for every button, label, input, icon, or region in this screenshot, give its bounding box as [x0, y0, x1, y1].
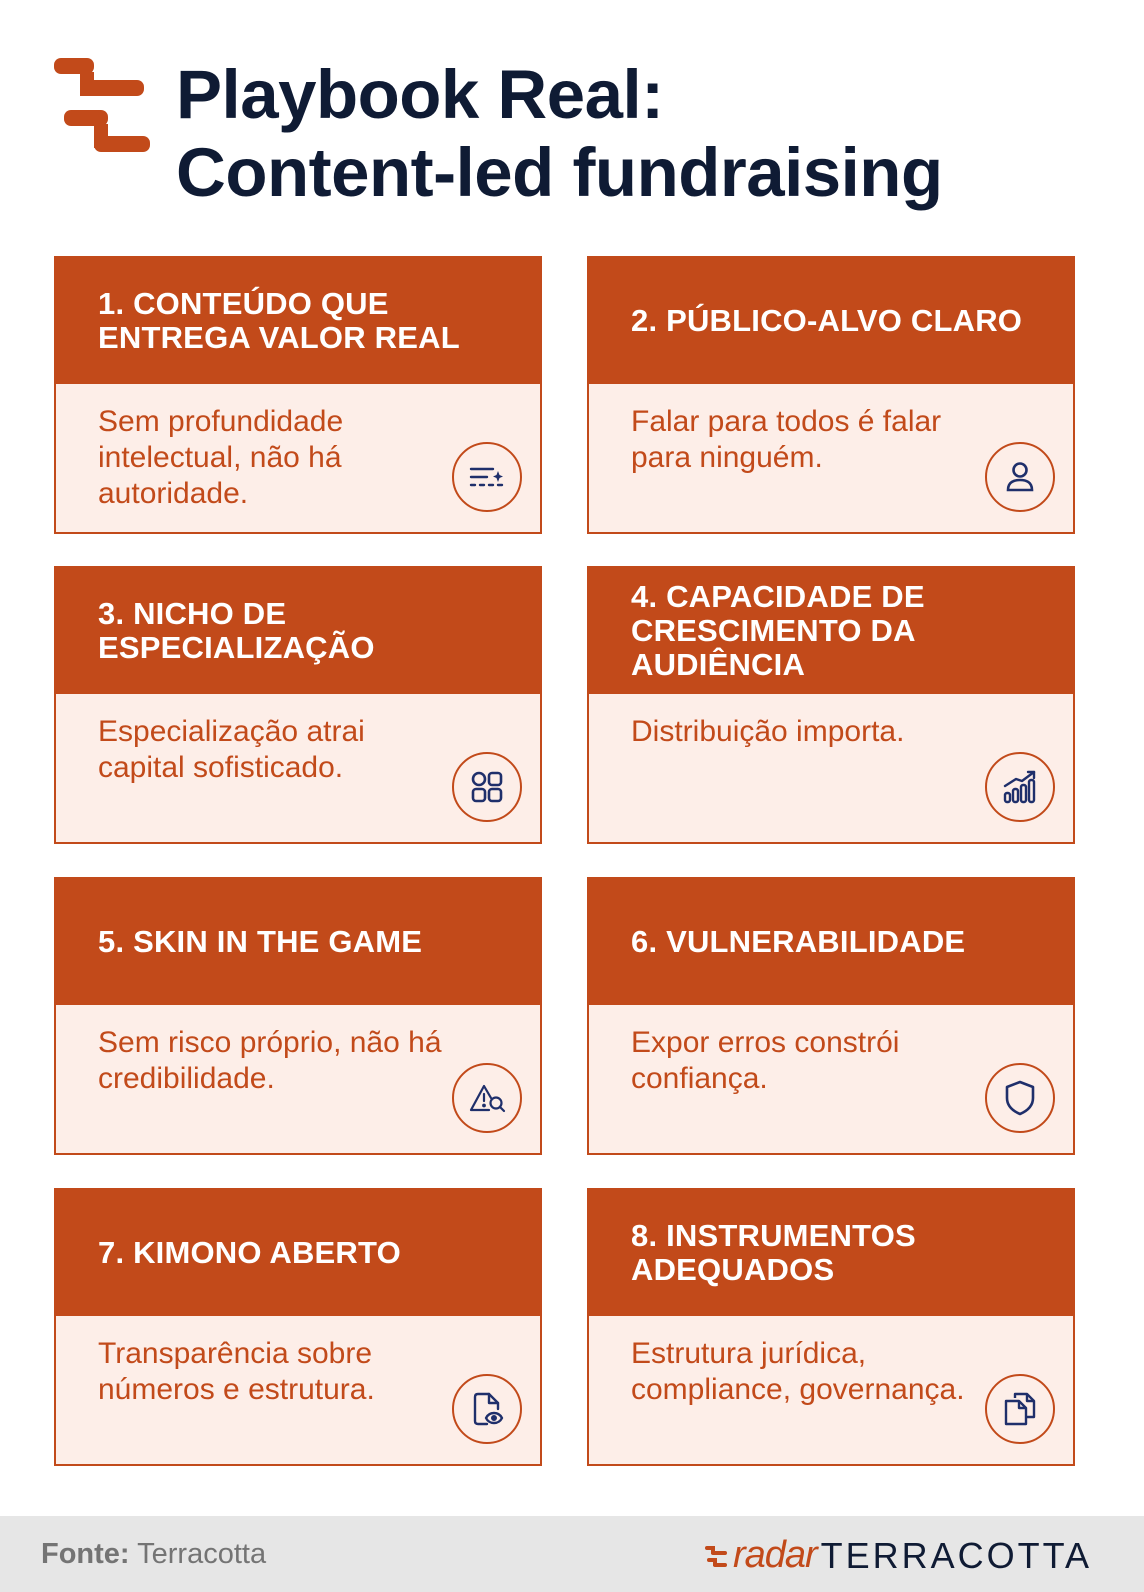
- card-heading: 2. PÚBLICO-ALVO CLARO: [631, 303, 1023, 338]
- brand-terracotta: TERRACOTTA: [820, 1534, 1092, 1576]
- documents-icon: [985, 1374, 1055, 1444]
- title-line-2: Content-led fundraising: [176, 134, 943, 211]
- card-text: Transparência sobre números e estrutura.: [98, 1337, 375, 1406]
- growth-chart-icon: [985, 752, 1055, 822]
- card-2: [587, 256, 1075, 534]
- card-heading: 6. VULNERABILIDADE: [631, 924, 966, 959]
- card-7: [54, 1188, 542, 1466]
- card-header: [56, 258, 540, 384]
- card-1: [54, 256, 542, 534]
- card-header: [56, 879, 540, 1005]
- card-text: Sem profundidade intelectual, não há autoridade.: [98, 405, 344, 510]
- card-3: [54, 566, 542, 844]
- title-line-1: Playbook Real:: [176, 56, 664, 133]
- page-title: [176, 56, 943, 212]
- list-sparkle-icon: [452, 442, 522, 512]
- warning-search-icon: [452, 1063, 522, 1133]
- card-heading: 4. CAPACIDADE DE CRESCIMENTO DA AUDIÊNCIA: [631, 579, 925, 682]
- source-label: Fonte:: [41, 1538, 130, 1570]
- card-heading: 5. SKIN IN THE GAME: [98, 924, 423, 959]
- source-credit: [41, 1538, 266, 1571]
- card-heading: 3. NICHO DE ESPECIALIZAÇÃO: [98, 596, 375, 665]
- card-4: [587, 566, 1075, 844]
- shield-icon: [985, 1063, 1055, 1133]
- card-text: Falar para todos é falar para ninguém.: [631, 405, 942, 474]
- card-text: Estrutura jurídica, compliance, governança.: [631, 1337, 965, 1406]
- card-header: [56, 568, 540, 694]
- user-icon: [985, 442, 1055, 512]
- source-value: Terracotta: [137, 1538, 267, 1570]
- card-text: Expor erros constrói confiança.: [631, 1026, 900, 1095]
- card-text: Especialização atrai capital sofisticado.: [98, 715, 365, 784]
- card-header: [589, 258, 1073, 384]
- card-6: [587, 877, 1075, 1155]
- card-header: [589, 1190, 1073, 1316]
- card-header: [589, 568, 1073, 694]
- footer: [0, 1516, 1144, 1592]
- card-8: [587, 1188, 1075, 1466]
- card-heading: 7. KIMONO ABERTO: [98, 1235, 401, 1270]
- card-heading: 8. INSTRUMENTOS ADEQUADOS: [631, 1218, 916, 1287]
- brand-mark-icon: [703, 1542, 731, 1570]
- grid-icon: [452, 752, 522, 822]
- card-header: [56, 1190, 540, 1316]
- card-text: Distribuição importa.: [631, 715, 905, 748]
- card-heading: 1. CONTEÚDO QUE ENTREGA VALOR REAL: [98, 286, 460, 355]
- document-eye-icon: [452, 1374, 522, 1444]
- brand-radar: radar: [732, 1534, 817, 1576]
- terracotta-logo: [54, 58, 154, 158]
- card-header: [589, 879, 1073, 1005]
- brand-logo: [703, 1534, 1092, 1577]
- card-text: Sem risco próprio, não há credibilidade.: [98, 1026, 442, 1095]
- card-5: [54, 877, 542, 1155]
